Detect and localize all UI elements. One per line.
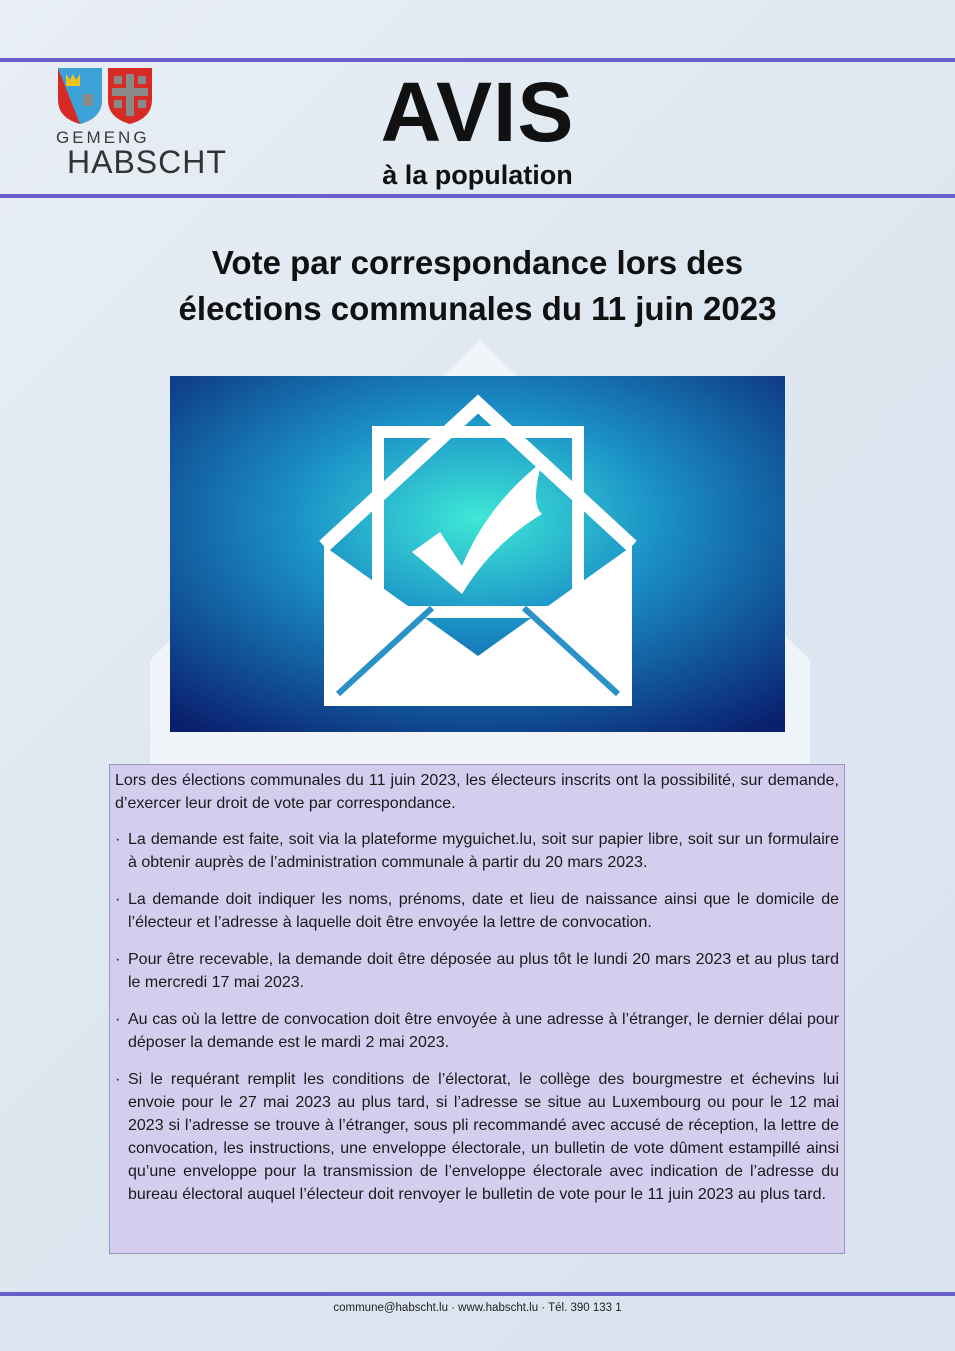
envelope-checkmark-icon: [170, 376, 785, 732]
bullet-text: La demande est faite, soit via la plateforme myguichet.lu, soit sur papier libre, soit sur un formulaire à obtenir auprès de l’administration communale à partir du 20 mars 2023.: [128, 831, 839, 871]
logo-line-gemeng: GEMENG: [56, 128, 150, 147]
bullet-item: [115, 1068, 839, 1206]
top-rule: [0, 58, 955, 62]
bullet-text: Au cas où la lettre de convocation doit être envoyée à une adresse à l’étranger, le dernier délai pour déposer la demande est le mardi 2 mai 2023.: [128, 1011, 839, 1051]
bullet-dot: ·: [115, 951, 121, 968]
header-bottom-rule: [0, 194, 955, 198]
page-headline: [0, 240, 955, 332]
notice-subtitle: à la population: [382, 160, 573, 190]
bullet-item: [115, 828, 839, 874]
logo-line-habscht: HABSCHT: [67, 144, 227, 180]
footer-rule: [0, 1292, 955, 1296]
notice-title: AVIS: [380, 65, 575, 159]
notice-body: [109, 764, 845, 1254]
bullet-dot: ·: [115, 1071, 121, 1088]
bullet-item: [115, 888, 839, 934]
footer-contact: commune@habscht.lu · www.habscht.lu · Tél. 390 133 1: [333, 1302, 622, 1314]
bullet-text: La demande doit indiquer les noms, prénoms, date et lieu de naissance ainsi que le domicile de l’électeur et l’adresse à laquelle doit être envoyée la lettre de convocation.: [128, 891, 839, 931]
bullet-dot: ·: [115, 891, 121, 908]
bullet-text: Si le requérant remplit les conditions de l’électorat, le collège des bourgmestre et échevins lui envoie pour le 27 mai 2023 au plus tard, si l’adresse se situe au Luxembourg ou pour le 12 mai 2023 si l’adresse se trouve à l’étranger, sous pli recommandé avec accusé de réception, la lettre de convocation, les instructions, une enveloppe électorale, un bulletin de vote dûment estampillé ainsi qu’une enveloppe pour la transmission de l’enveloppe électorale avec indication de l’adresse du bureau électoral auquel l’électeur doit renvoyer le bulletin de vote pour le 11 juin 2023 au plus tard.: [128, 1071, 839, 1203]
bullet-text: Pour être recevable, la demande doit être déposée au plus tôt le lundi 20 mars 2023 et au plus tard le mercredi 17 mai 2023.: [128, 951, 839, 991]
bullet-dot: ·: [115, 1011, 121, 1028]
headline-line-1: Vote par correspondance lors des: [211, 244, 744, 281]
bullet-dot: ·: [115, 831, 121, 848]
bullet-item: [115, 948, 839, 994]
intro-paragraph: Lors des élections communales du 11 juin 2023, les électeurs inscrits ont la possibilité, sur demande, d’exercer leur droit de vote par correspondance.: [115, 772, 839, 812]
bullet-item: [115, 1008, 839, 1054]
headline-line-2: élections communales du 11 juin 2023: [178, 290, 777, 327]
